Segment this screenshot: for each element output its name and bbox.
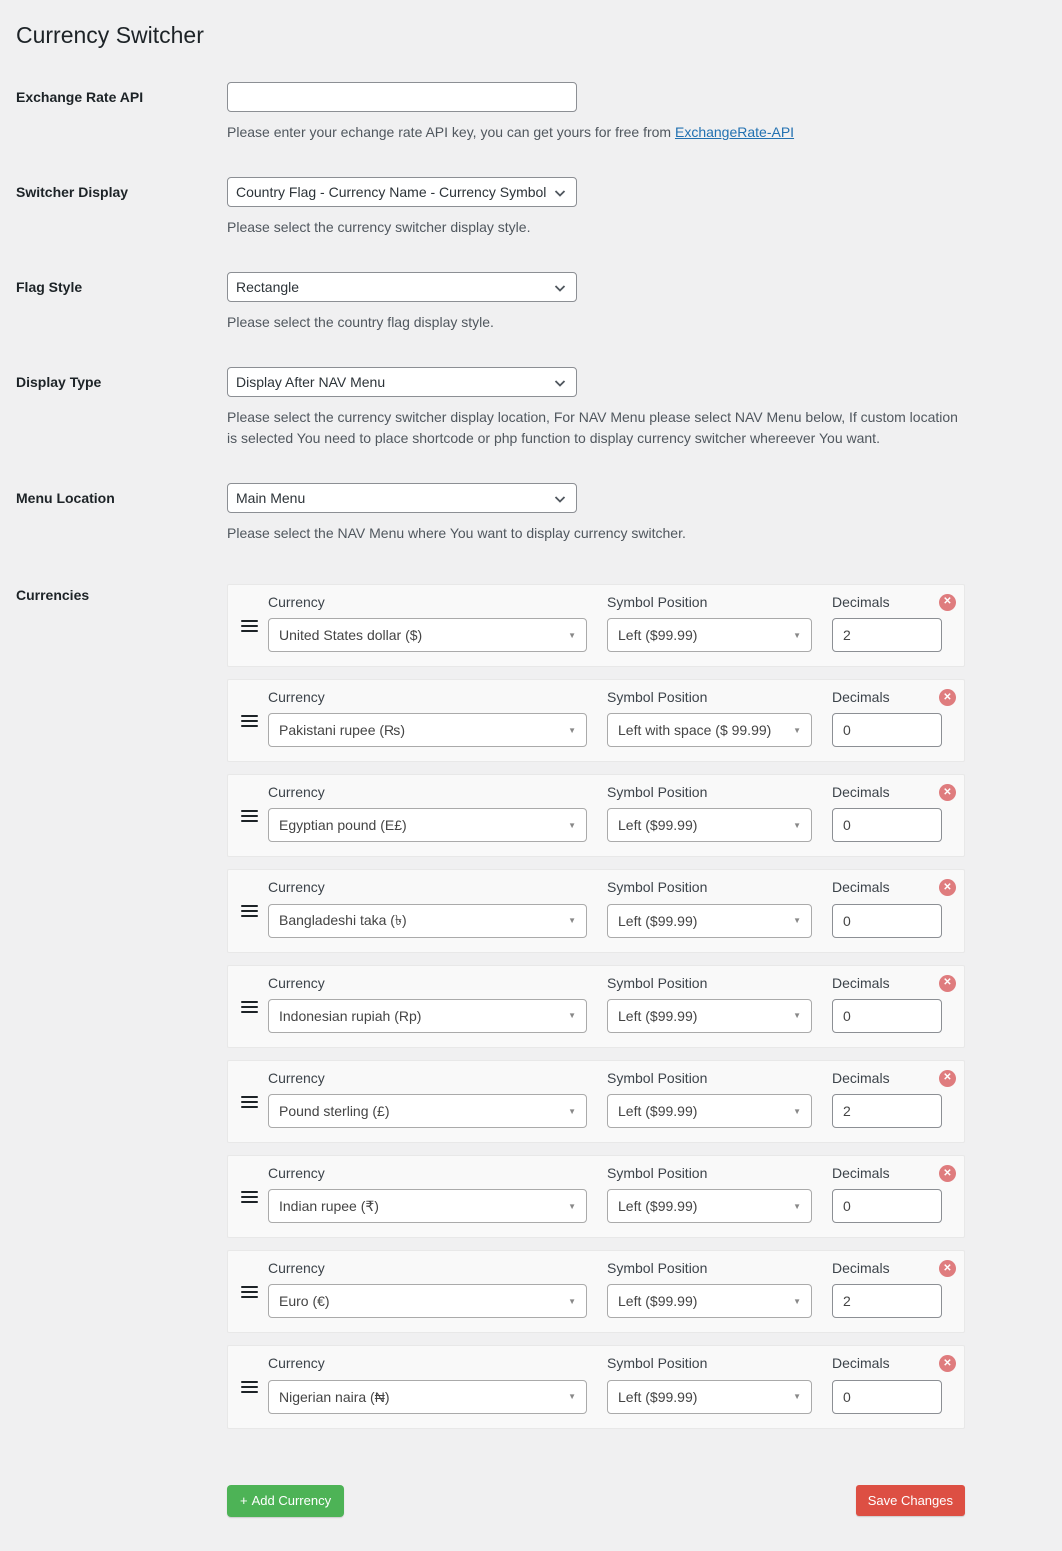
drag-handle-icon[interactable] bbox=[241, 1381, 258, 1393]
remove-currency-icon[interactable]: ✕ bbox=[939, 784, 956, 801]
currency-selected-value: Egyptian pound (E£) bbox=[279, 817, 407, 834]
chevron-down-icon bbox=[552, 185, 568, 204]
dropdown-caret-icon: ▼ bbox=[568, 725, 576, 735]
symbol-position-field-label: Symbol Position bbox=[607, 593, 708, 610]
exchangerate-api-link[interactable]: ExchangeRate-API bbox=[674, 123, 795, 140]
symbol-position-selected-value: Left ($99.99) bbox=[618, 627, 698, 644]
dropdown-caret-icon: ▼ bbox=[568, 916, 576, 926]
decimals-field-label: Decimals bbox=[832, 784, 890, 801]
symbol-position-field-label: Symbol Position bbox=[607, 1069, 708, 1086]
currency-field-label: Currency bbox=[268, 1165, 325, 1182]
remove-currency-icon[interactable]: ✕ bbox=[939, 689, 956, 706]
dropdown-caret-icon: ▼ bbox=[568, 1011, 576, 1021]
currency-field-label: Currency bbox=[268, 1260, 325, 1277]
flag-style-label: Flag Style bbox=[16, 278, 83, 295]
currency-list bbox=[227, 584, 965, 1441]
dropdown-caret-icon: ▼ bbox=[793, 820, 801, 830]
flag-style-help: Please select the country flag display style. bbox=[227, 313, 494, 330]
currency-select[interactable] bbox=[268, 1094, 587, 1128]
decimals-input[interactable] bbox=[832, 713, 942, 747]
currency-field-label: Currency bbox=[268, 784, 325, 801]
dropdown-caret-icon: ▼ bbox=[568, 820, 576, 830]
drag-handle-icon[interactable] bbox=[241, 715, 258, 727]
currency-row bbox=[227, 774, 965, 857]
page-title: Currency Switcher bbox=[16, 22, 204, 48]
currency-row bbox=[227, 1345, 965, 1428]
switcher-display-label: Switcher Display bbox=[16, 183, 129, 200]
decimals-input[interactable] bbox=[832, 1189, 942, 1223]
drag-handle-icon[interactable] bbox=[241, 1286, 258, 1298]
drag-handle-icon[interactable] bbox=[241, 1001, 258, 1013]
chevron-down-icon bbox=[552, 280, 568, 299]
symbol-position-select[interactable] bbox=[607, 1284, 812, 1318]
form-row-display-type bbox=[16, 367, 1042, 449]
exchange-rate-api-help bbox=[227, 122, 965, 143]
dropdown-caret-icon: ▼ bbox=[568, 1106, 576, 1116]
symbol-position-select[interactable] bbox=[607, 618, 812, 652]
currency-selected-value: Indonesian rupiah (Rp) bbox=[279, 1007, 422, 1024]
currency-selected-value: Pound sterling (£) bbox=[279, 1103, 390, 1120]
currency-select[interactable] bbox=[268, 808, 587, 842]
currency-row bbox=[227, 584, 965, 667]
exchange-rate-api-input[interactable] bbox=[227, 82, 577, 112]
decimals-input[interactable] bbox=[832, 618, 942, 652]
decimals-field-label: Decimals bbox=[832, 593, 890, 610]
drag-handle-icon[interactable] bbox=[241, 1096, 258, 1108]
drag-handle-icon[interactable] bbox=[241, 1191, 258, 1203]
currencies-label: Currencies bbox=[16, 586, 90, 603]
symbol-position-select[interactable] bbox=[607, 1189, 812, 1223]
currency-row bbox=[227, 1155, 965, 1238]
dropdown-caret-icon: ▼ bbox=[793, 725, 801, 735]
currency-row bbox=[227, 679, 965, 762]
save-changes-button[interactable]: Save Changes bbox=[856, 1485, 965, 1516]
display-type-help: Please select the currency switcher display location, For NAV Menu please select NAV Menu below, If custom location is selected You need to place shortcode or php function to display currency switcher whereever You want. bbox=[227, 408, 958, 446]
dropdown-caret-icon: ▼ bbox=[568, 1392, 576, 1402]
symbol-position-select[interactable] bbox=[607, 808, 812, 842]
drag-handle-icon[interactable] bbox=[241, 810, 258, 822]
symbol-position-select[interactable] bbox=[607, 713, 812, 747]
decimals-field-label: Decimals bbox=[832, 1260, 890, 1277]
currency-selected-value: Bangladeshi taka (৳) bbox=[279, 911, 407, 928]
dropdown-caret-icon: ▼ bbox=[793, 1296, 801, 1306]
switcher-display-selected-value: Country Flag - Currency Name - Currency Symbol bbox=[236, 183, 547, 200]
decimals-field-label: Decimals bbox=[832, 1355, 890, 1372]
remove-currency-icon[interactable]: ✕ bbox=[939, 594, 956, 611]
currency-selected-value: United States dollar ($) bbox=[279, 627, 423, 644]
remove-currency-icon[interactable]: ✕ bbox=[939, 879, 956, 896]
menu-location-label: Menu Location bbox=[16, 489, 115, 506]
chevron-down-icon bbox=[552, 491, 568, 510]
symbol-position-select[interactable] bbox=[607, 1380, 812, 1414]
currency-row bbox=[227, 1250, 965, 1333]
flag-style-select[interactable] bbox=[227, 272, 577, 302]
symbol-position-selected-value: Left ($99.99) bbox=[618, 1007, 698, 1024]
symbol-position-selected-value: Left ($99.99) bbox=[618, 912, 698, 929]
symbol-position-field-label: Symbol Position bbox=[607, 784, 708, 801]
dropdown-caret-icon: ▼ bbox=[793, 916, 801, 926]
currency-field-label: Currency bbox=[268, 689, 325, 706]
dropdown-caret-icon: ▼ bbox=[793, 1011, 801, 1021]
currency-row bbox=[227, 965, 965, 1048]
currency-selected-value: Euro (€) bbox=[279, 1293, 330, 1310]
dropdown-caret-icon: ▼ bbox=[793, 1201, 801, 1211]
plus-icon: + bbox=[240, 1493, 248, 1509]
decimals-input[interactable] bbox=[832, 1284, 942, 1318]
currency-select[interactable] bbox=[268, 1380, 587, 1414]
display-type-select[interactable] bbox=[227, 367, 577, 397]
currency-field-label: Currency bbox=[268, 879, 325, 896]
decimals-input[interactable] bbox=[832, 808, 942, 842]
currency-field-label: Currency bbox=[268, 1355, 325, 1372]
form-row-switcher-display bbox=[16, 177, 1042, 238]
symbol-position-selected-value: Left ($99.99) bbox=[618, 1198, 698, 1215]
decimals-input[interactable] bbox=[832, 999, 942, 1033]
symbol-position-field-label: Symbol Position bbox=[607, 689, 708, 706]
dropdown-caret-icon: ▼ bbox=[568, 1296, 576, 1306]
drag-handle-icon[interactable] bbox=[241, 620, 258, 632]
dropdown-caret-icon: ▼ bbox=[568, 1201, 576, 1211]
currency-selected-value: Indian rupee (₹) bbox=[279, 1197, 379, 1214]
remove-currency-icon[interactable]: ✕ bbox=[939, 975, 956, 992]
symbol-position-select[interactable] bbox=[607, 1094, 812, 1128]
currency-select[interactable] bbox=[268, 618, 587, 652]
currency-row bbox=[227, 1060, 965, 1143]
currency-select[interactable] bbox=[268, 1284, 587, 1318]
switcher-display-select[interactable] bbox=[227, 177, 577, 207]
symbol-position-selected-value: Left ($99.99) bbox=[618, 1103, 698, 1120]
drag-handle-icon[interactable] bbox=[241, 905, 258, 917]
currency-select[interactable] bbox=[268, 904, 587, 938]
remove-currency-icon[interactable]: ✕ bbox=[939, 1260, 956, 1277]
switcher-display-help: Please select the currency switcher display style. bbox=[227, 218, 531, 235]
remove-currency-icon[interactable]: ✕ bbox=[939, 1165, 956, 1182]
currency-field-label: Currency bbox=[268, 593, 325, 610]
currency-select[interactable] bbox=[268, 713, 587, 747]
dropdown-caret-icon: ▼ bbox=[793, 630, 801, 640]
currency-field-label: Currency bbox=[268, 1069, 325, 1086]
decimals-field-label: Decimals bbox=[832, 689, 890, 706]
add-currency-button[interactable] bbox=[227, 1485, 344, 1517]
dropdown-caret-icon: ▼ bbox=[793, 1392, 801, 1402]
currency-row bbox=[227, 869, 965, 952]
currency-field-label: Currency bbox=[268, 974, 325, 991]
symbol-position-selected-value: Left ($99.99) bbox=[618, 1388, 698, 1405]
decimals-field-label: Decimals bbox=[832, 1069, 890, 1086]
form-row-menu-location bbox=[16, 483, 1042, 544]
chevron-down-icon bbox=[552, 375, 568, 394]
display-type-selected-value: Display After NAV Menu bbox=[236, 373, 386, 390]
symbol-position-selected-value: Left with space ($ 99.99) bbox=[618, 722, 772, 739]
form-row-flag-style bbox=[16, 272, 1042, 333]
actions-bar bbox=[227, 1485, 965, 1517]
decimals-field-label: Decimals bbox=[832, 974, 890, 991]
decimals-input[interactable] bbox=[832, 1380, 942, 1414]
flag-style-selected-value: Rectangle bbox=[236, 278, 300, 295]
currency-selected-value: Pakistani rupee (₨) bbox=[279, 722, 406, 739]
currency-select[interactable] bbox=[268, 999, 587, 1033]
form-row-exchange-rate-api bbox=[16, 82, 1042, 143]
symbol-position-selected-value: Left ($99.99) bbox=[618, 817, 698, 834]
menu-location-selected-value: Main Menu bbox=[236, 489, 306, 506]
dropdown-caret-icon: ▼ bbox=[568, 630, 576, 640]
symbol-position-selected-value: Left ($99.99) bbox=[618, 1293, 698, 1310]
decimals-field-label: Decimals bbox=[832, 1165, 890, 1182]
currency-selected-value: Nigerian naira (₦) bbox=[279, 1388, 390, 1405]
help-text: Please enter your echange rate API key, you can get yours for free from bbox=[227, 123, 675, 140]
currencies-section bbox=[16, 584, 1042, 1441]
decimals-input[interactable] bbox=[832, 904, 942, 938]
remove-currency-icon[interactable]: ✕ bbox=[939, 1355, 956, 1372]
symbol-position-field-label: Symbol Position bbox=[607, 974, 708, 991]
symbol-position-field-label: Symbol Position bbox=[607, 1355, 708, 1372]
symbol-position-field-label: Symbol Position bbox=[607, 1260, 708, 1277]
exchange-rate-api-label: Exchange Rate API bbox=[16, 88, 144, 105]
symbol-position-select[interactable] bbox=[607, 904, 812, 938]
add-currency-label: Add Currency bbox=[251, 1493, 332, 1509]
decimals-field-label: Decimals bbox=[832, 879, 890, 896]
display-type-label: Display Type bbox=[16, 373, 102, 390]
symbol-position-select[interactable] bbox=[607, 999, 812, 1033]
symbol-position-field-label: Symbol Position bbox=[607, 879, 708, 896]
symbol-position-field-label: Symbol Position bbox=[607, 1165, 708, 1182]
decimals-input[interactable] bbox=[832, 1094, 942, 1128]
currency-select[interactable] bbox=[268, 1189, 587, 1223]
remove-currency-icon[interactable]: ✕ bbox=[939, 1070, 956, 1087]
menu-location-help: Please select the NAV Menu where You want to display currency switcher. bbox=[227, 524, 686, 541]
menu-location-select[interactable] bbox=[227, 483, 577, 513]
dropdown-caret-icon: ▼ bbox=[793, 1106, 801, 1116]
